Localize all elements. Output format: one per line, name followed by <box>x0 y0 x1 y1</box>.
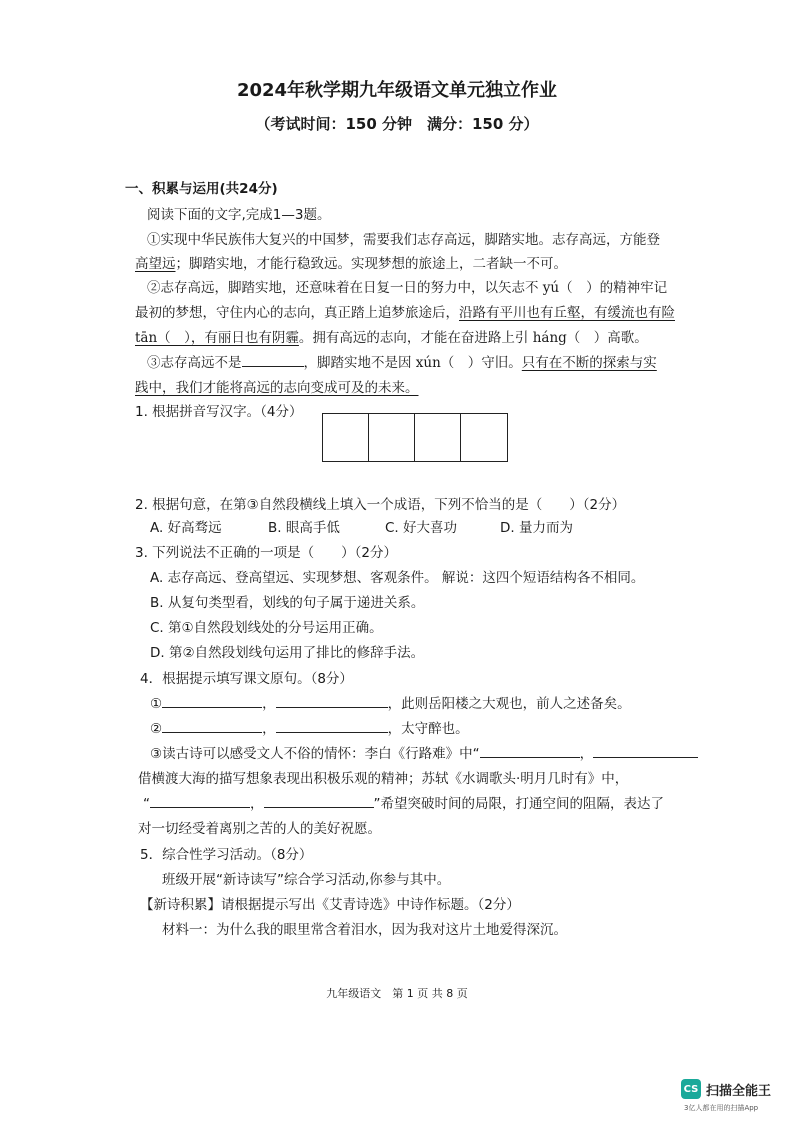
fill-blank[interactable] <box>276 693 388 708</box>
passage-p1-line1: ①实现中华民族伟大复兴的中国梦，需要我们志存高远，脚踏实地。志存高远，方能登 <box>147 232 660 248</box>
answer-box[interactable] <box>369 414 415 461</box>
underlined-sentence-end: tān（ ），有丽日也有阴霾 <box>135 330 299 346</box>
fill-blank[interactable] <box>480 743 580 758</box>
passage-p3-line1: ③志存高远不是 ，脚踏实地不是因 xún（ ）守旧。只有在不断的探索与实 <box>147 351 657 371</box>
q3-option-a: A. 志存高远、登高望远、实现梦想、客观条件。 解说：这四个短语结构各不相同。 <box>150 570 645 586</box>
answer-box[interactable] <box>323 414 369 461</box>
section-heading: 一、积累与运用(共24分) <box>125 181 278 197</box>
watermark-tagline: 3亿人都在用的扫描App <box>684 1104 759 1112</box>
fill-blank[interactable] <box>593 743 698 758</box>
passage-p1-line2: 高望远；脚踏实地，才能行稳致远。实现梦想的旅途上，二者缺一不可。 <box>135 256 567 272</box>
q4-line5: “ ， ”希望突破时间的局限，打通空间的阻隔，表达了 <box>143 792 664 812</box>
q3-option-c: C. 第①自然段划线处的分号运用正确。 <box>150 620 383 636</box>
q3-text: 3. 下列说法不正确的一项是（ ）（2分） <box>135 545 398 561</box>
q4-line4: 借横渡大海的描写想象表现出积极乐观的精神；苏轼《水调歌头·明月几时有》中， <box>138 771 629 787</box>
answer-box[interactable] <box>415 414 461 461</box>
answer-boxes <box>322 413 508 462</box>
watermark-name: 扫描全能王 <box>706 1084 772 1099</box>
q2-option-b: B. 眼高手低 <box>268 520 340 536</box>
underlined-sentence: 沿路有平川也有丘壑，有缓流也有险 <box>459 305 675 321</box>
q3-option-d: D. 第②自然段划线句运用了排比的修辞手法。 <box>150 645 425 661</box>
q5-intro: 班级开展“新诗读写”综合学习活动,你参与其中。 <box>162 872 451 888</box>
page-title: 2024年秋学期九年级语文单元独立作业 <box>236 80 558 101</box>
q3-option-b: B. 从复句类型看，划线的句子属于递进关系。 <box>150 595 425 611</box>
q4-line2: ② ， ，太守醉也。 <box>150 717 469 737</box>
camscanner-logo-icon: CS <box>681 1079 701 1099</box>
exam-info: （考试时间：150 分钟 满分：150 分） <box>255 115 539 133</box>
q4-line1: ① ， ，此则岳阳楼之大观也，前人之述备矣。 <box>150 692 631 712</box>
underlined-sentence-2-end: 践中，我们才能将高远的志向变成可及的未来。 <box>135 380 419 396</box>
q2-option-a: A. 好高骛远 <box>150 520 222 536</box>
page-footer: 九年级语文 第 1 页 共 8 页 <box>326 987 468 1000</box>
fill-blank[interactable] <box>276 718 388 733</box>
reading-intro: 阅读下面的文字,完成1—3题。 <box>147 207 331 223</box>
passage-p3-line2 <box>135 376 419 396</box>
answer-box[interactable] <box>461 414 507 461</box>
q1-text: 1. 根据拼音写汉字。（4分） <box>135 404 303 420</box>
q2-text: 2. 根据句意，在第③自然段横线上填入一个成语，下列不恰当的是（ ）（2分） <box>135 497 626 513</box>
idiom-blank[interactable] <box>242 352 304 367</box>
underlined-phrase: 高望远 <box>135 256 176 272</box>
q5-text: 5．综合性学习活动。（8分） <box>140 847 313 863</box>
q5-task: 【新诗积累】请根据提示写出《艾青诗选》中诗作标题。（2分） <box>140 897 520 913</box>
fill-blank[interactable] <box>150 793 250 808</box>
fill-blank[interactable] <box>264 793 374 808</box>
q5-material: 材料一：为什么我的眼里常含着泪水，因为我对这片土地爱得深沉。 <box>162 922 567 938</box>
passage-p2-line1: ②志存高远，脚踏实地，还意味着在日复一日的努力中，以矢志不 yú（ ）的精神牢记 <box>147 280 668 296</box>
q4-text: 4．根据提示填写课文原句。（8分） <box>140 671 353 687</box>
q2-option-d: D. 量力而为 <box>500 520 573 536</box>
passage-p2-line2: 最初的梦想，守住内心的志向，真正踏上追梦旅途后，沿路有平川也有丘壑，有缓流也有险 <box>135 305 675 321</box>
q4-line6: 对一切经受着离别之苦的人的美好祝愿。 <box>138 821 381 837</box>
passage-p2-line3: tān（ ），有丽日也有阴霾。拥有高远的志向，才能在奋进路上引 háng（ ）高歌。 <box>135 330 648 346</box>
fill-blank[interactable] <box>162 718 262 733</box>
fill-blank[interactable] <box>162 693 262 708</box>
underlined-sentence-2: 只有在不断的探索与实 <box>521 355 657 371</box>
q4-line3: ③读古诗可以感受文人不俗的情怀：李白《行路难》中“ ， <box>150 742 698 762</box>
q2-option-c: C. 好大喜功 <box>385 520 458 536</box>
